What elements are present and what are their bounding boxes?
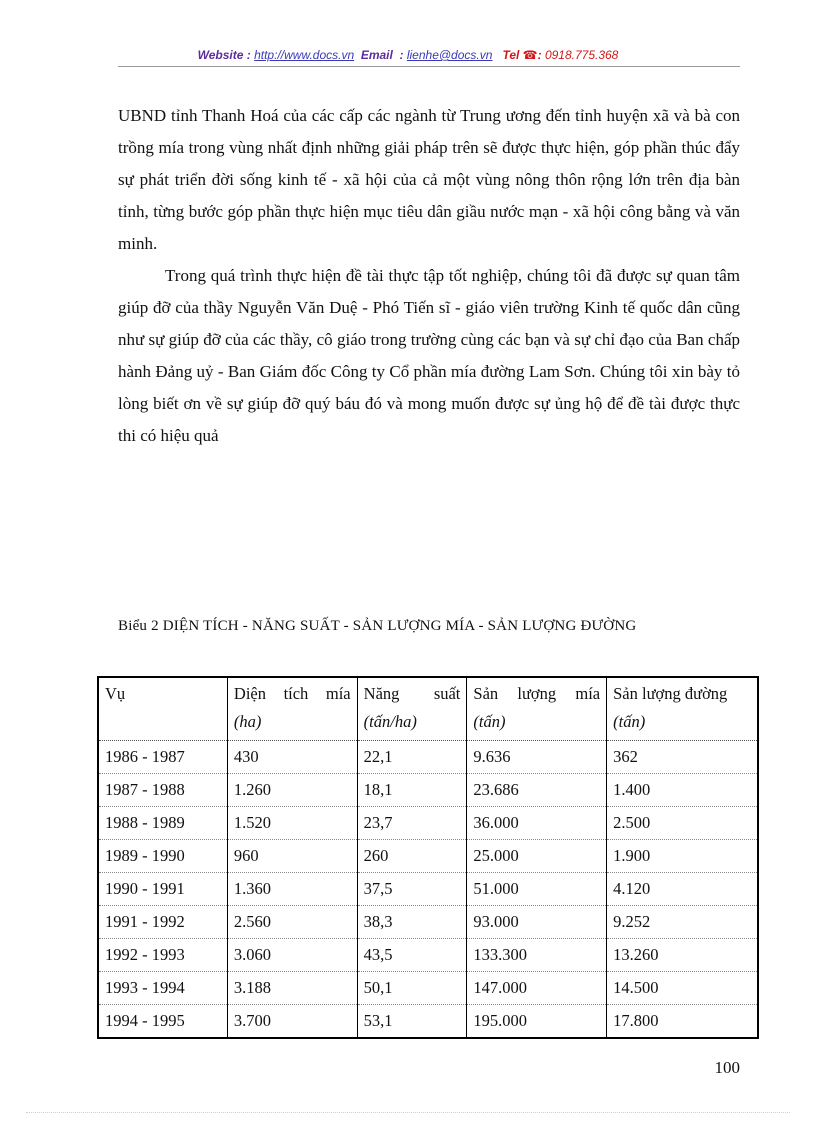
cell-season: 1990 - 1991 xyxy=(98,873,227,906)
cell-yield: 38,3 xyxy=(357,906,467,939)
column-header-unit: (ha) xyxy=(233,712,262,731)
cell-cane-output: 195.000 xyxy=(467,1005,607,1039)
paragraph: UBND tỉnh Thanh Hoá của các cấp các ngành từ Trung ương đến tỉnh huyện xã và bà con trồng mía trong vùng nhất định những giải pháp trên sẽ được thực hiện, góp phần thúc đẩy sự phát triển đời sống kinh tế - xã hội của cả một vùng nông thôn rộng lớn trên địa bàn tỉnh, từng bước góp phần thực hiện mục tiêu dân giầu nước mạn - xã hội công bằng và văn minh. xyxy=(118,106,740,253)
cell-yield: 23,7 xyxy=(357,807,467,840)
data-table xyxy=(97,676,759,1039)
cell-sugar-output: 4.120 xyxy=(607,873,758,906)
cell-yield: 37,5 xyxy=(357,873,467,906)
cell-area: 960 xyxy=(227,840,357,873)
cell-sugar-output: 2.500 xyxy=(607,807,758,840)
column-header-label: Sản lượng mía xyxy=(473,684,601,703)
tel-value: 0918.775.368 xyxy=(544,48,619,62)
table-row xyxy=(98,741,758,774)
column-header-label: Năng suất xyxy=(363,684,461,703)
page-number: 100 xyxy=(714,1058,740,1077)
cell-season: 1989 - 1990 xyxy=(98,840,227,873)
email-label: Email xyxy=(360,48,393,62)
cell-cane-output: 133.300 xyxy=(467,939,607,972)
table-row xyxy=(98,1005,758,1039)
table-row xyxy=(98,906,758,939)
cell-season: 1986 - 1987 xyxy=(98,741,227,774)
cell-yield: 22,1 xyxy=(357,741,467,774)
cell-area: 3.188 xyxy=(227,972,357,1005)
column-header-label: Diện tích mía xyxy=(233,684,351,703)
email-link[interactable]: lienhe@docs.vn xyxy=(406,48,493,62)
email-separator: : xyxy=(399,48,404,62)
cell-yield: 18,1 xyxy=(357,774,467,807)
body-text xyxy=(118,100,740,452)
website-link[interactable]: http://www.docs.vn xyxy=(254,48,355,62)
cell-cane-output: 93.000 xyxy=(467,906,607,939)
cell-area: 1.260 xyxy=(227,774,357,807)
cell-sugar-output: 17.800 xyxy=(607,1005,758,1039)
cell-cane-output: 23.686 xyxy=(467,774,607,807)
website-label: Website : xyxy=(197,48,251,62)
cell-sugar-output: 14.500 xyxy=(607,972,758,1005)
cell-cane-output: 9.636 xyxy=(467,741,607,774)
cell-season: 1991 - 1992 xyxy=(98,906,227,939)
cell-season: 1987 - 1988 xyxy=(98,774,227,807)
column-header-season xyxy=(98,677,227,741)
cell-area: 430 xyxy=(227,741,357,774)
column-header-cane-output xyxy=(467,677,607,741)
table-row xyxy=(98,939,758,972)
cell-yield: 260 xyxy=(357,840,467,873)
cell-season: 1993 - 1994 xyxy=(98,972,227,1005)
column-header-label: Vụ xyxy=(105,684,126,703)
table-header-row xyxy=(98,677,758,741)
table-row xyxy=(98,873,758,906)
footer-divider xyxy=(26,1112,790,1113)
column-header-yield xyxy=(357,677,467,741)
column-header-unit: (tấn/ha) xyxy=(363,712,417,731)
cell-area: 3.060 xyxy=(227,939,357,972)
column-header-label: Sản lượng đường xyxy=(613,684,728,703)
table-row xyxy=(98,774,758,807)
cell-cane-output: 51.000 xyxy=(467,873,607,906)
cell-season: 1988 - 1989 xyxy=(98,807,227,840)
cell-sugar-output: 362 xyxy=(607,741,758,774)
cell-sugar-output: 1.900 xyxy=(607,840,758,873)
column-header-area xyxy=(227,677,357,741)
cell-cane-output: 36.000 xyxy=(467,807,607,840)
column-header-unit: (tấn) xyxy=(473,712,506,731)
table-caption: Biểu 2 DIỆN TÍCH - NĂNG SUẤT - SẢN LƯỢNG MÍA - SẢN LƯỢNG ĐƯỜNG xyxy=(118,618,637,634)
cell-yield: 53,1 xyxy=(357,1005,467,1039)
cell-sugar-output: 13.260 xyxy=(607,939,758,972)
column-header-sugar-output xyxy=(607,677,758,741)
cell-cane-output: 147.000 xyxy=(467,972,607,1005)
paragraph: Trong quá trình thực hiện đề tài thực tập tốt nghiệp, chúng tôi đã được sự quan tâm giúp đỡ của thầy Nguyễn Văn Duệ - Phó Tiến sĩ - giáo viên trường Kinh tế quốc dân cũng như sự giúp đỡ của các thầy, cô giáo trong trường cùng các bạn và sự chỉ đạo của Ban chấp hành Đảng uỷ - Ban Giám đốc Công ty Cổ phần mía đường Lam Sơn. Chúng tôi xin bày tỏ lòng biết ơn về sự giúp đỡ quý báu đó và mong muốn được sự ủng hộ để đề tài được thực thi có hiệu quả xyxy=(118,266,740,445)
tel-label: Tel ☎: xyxy=(502,48,542,62)
cell-area: 1.520 xyxy=(227,807,357,840)
table-row xyxy=(98,840,758,873)
cell-season: 1992 - 1993 xyxy=(98,939,227,972)
cell-season: 1994 - 1995 xyxy=(98,1005,227,1039)
cell-cane-output: 25.000 xyxy=(467,840,607,873)
cell-area: 1.360 xyxy=(227,873,357,906)
cell-yield: 43,5 xyxy=(357,939,467,972)
column-header-unit: (tấn) xyxy=(613,712,646,731)
header-divider xyxy=(118,66,740,67)
cell-sugar-output: 1.400 xyxy=(607,774,758,807)
cell-area: 2.560 xyxy=(227,906,357,939)
table-row xyxy=(98,807,758,840)
cell-area: 3.700 xyxy=(227,1005,357,1039)
cell-yield: 50,1 xyxy=(357,972,467,1005)
table-row xyxy=(98,972,758,1005)
page-header xyxy=(0,48,816,62)
cell-sugar-output: 9.252 xyxy=(607,906,758,939)
